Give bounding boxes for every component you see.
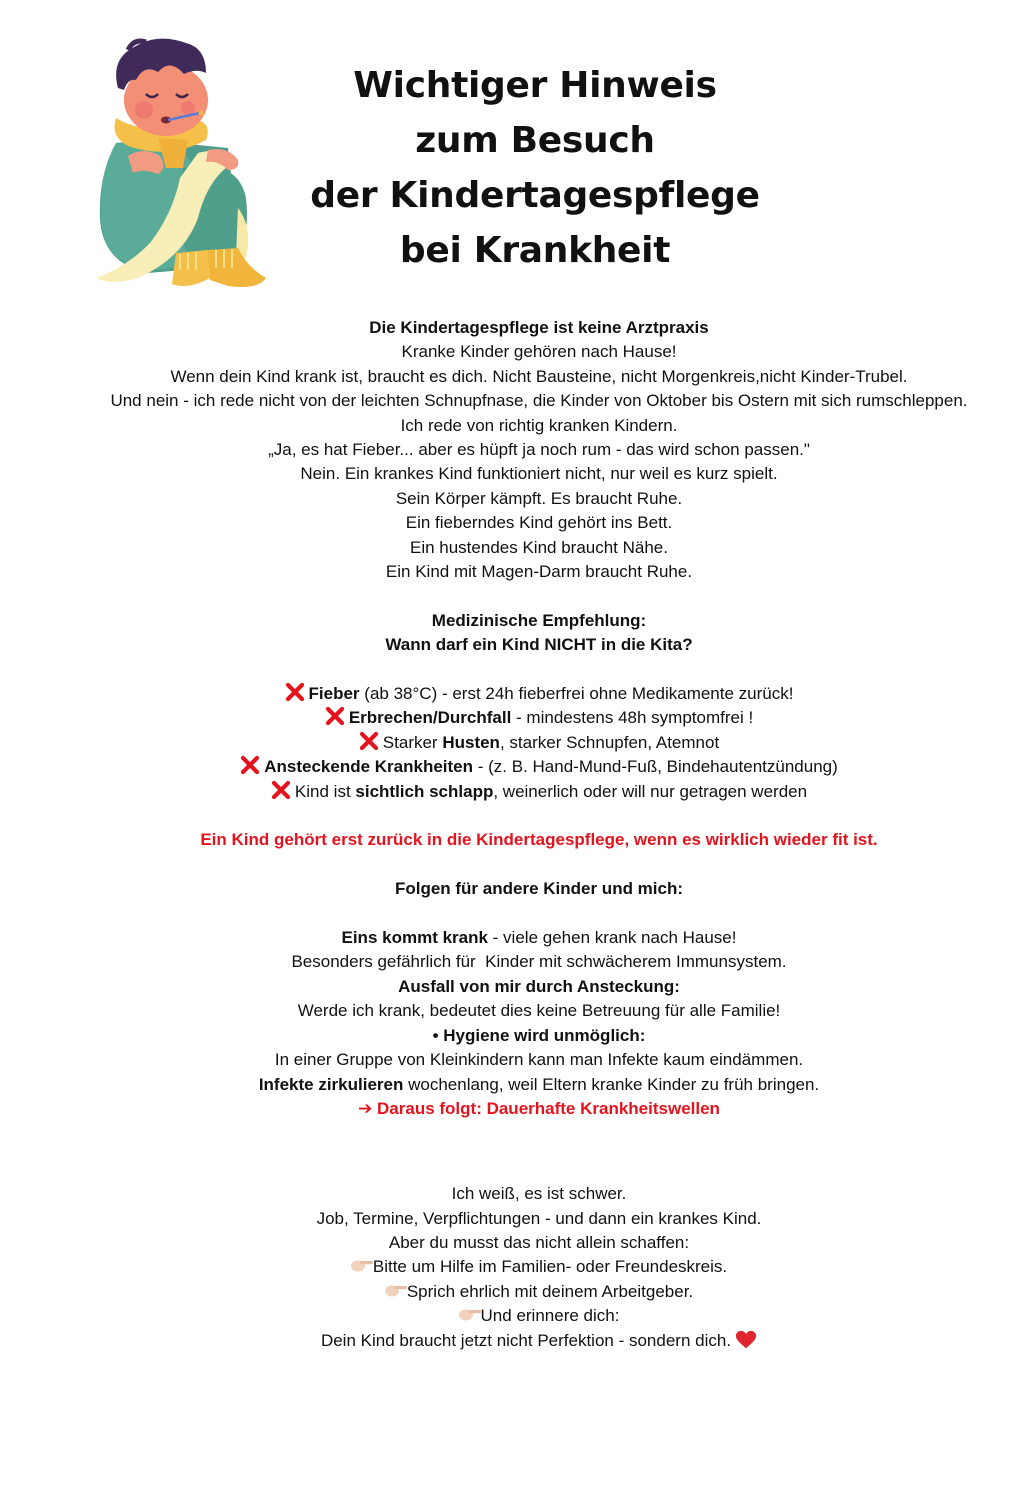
exclusion-item: [60, 706, 1018, 730]
intro-line: Wenn dein Kind krank ist, braucht es dich. Nicht Bausteine, nicht Morgenkreis,nicht Kinder-Trubel.: [170, 366, 908, 386]
sick-child-illustration: [88, 28, 278, 290]
consequence-line: Besonders gefährlich für Kinder mit schwächerem Immunsystem.: [291, 952, 787, 972]
tip-text: Sprich ehrlich mit deinem Arbeitgeber.: [406, 1281, 694, 1301]
closing-line: Job, Termine, Verpflichtungen - und dann ein krankes Kind.: [316, 1208, 762, 1228]
exclusion-item: [60, 780, 1018, 804]
pointing-hand-icon: [459, 1307, 481, 1321]
consequence-text: wochenlang, weil Eltern kranke Kinder zu früh bringen.: [403, 1074, 820, 1094]
tip-item: [60, 1280, 1018, 1304]
exclusion-text: (ab 38°C) - erst 24h fieberfrei ohne Medikamente zurück!: [359, 684, 794, 704]
return-conclusion: Ein Kind gehört erst zurück in die Kindertagespflege, wenn es wirklich wieder fit ist.: [200, 830, 878, 850]
intro-line: „Ja, es hat Fieber... aber es hüpft ja noch rum - das wird schon passen.": [268, 440, 810, 460]
title-line-3: der Kindertagespflege: [310, 175, 760, 216]
closing-line: Ich weiß, es ist schwer.: [451, 1184, 627, 1204]
exclusion-keyword: Erbrechen/Durchfall: [348, 708, 512, 728]
exclusion-text: - (z. B. Hand-Mund-Fuß, Bindehautentzündung): [473, 757, 838, 777]
closing-line: Aber du musst das nicht allein schaffen:: [388, 1232, 690, 1252]
medical-heading: Medizinische Empfehlung:: [431, 610, 647, 630]
exclusion-keyword: sichtlich schlapp: [355, 781, 494, 801]
exclusion-item: [60, 682, 1018, 706]
intro-heading: Die Kindertagespflege ist keine Arztpraxis: [369, 318, 709, 337]
intro-line: Sein Körper kämpft. Es braucht Ruhe.: [395, 488, 683, 508]
consequence-line: [60, 1073, 1018, 1097]
intro-line: Ein hustendes Kind braucht Nähe.: [409, 537, 668, 557]
exclusion-text: - mindestens 48h symptomfrei !: [511, 708, 754, 728]
intro-line: Nein. Ein krankes Kind funktioniert nicht, nur weil es kurz spielt.: [300, 464, 778, 484]
exclusion-keyword: Ansteckende Krankheiten: [264, 757, 474, 777]
tip-text: Bitte um Hilfe im Familien- oder Freundeskreis.: [372, 1257, 728, 1277]
medical-subheading: Wann darf ein Kind NICHT in die Kita?: [385, 635, 693, 655]
tip-item: [60, 1255, 1018, 1279]
exclusion-list: [60, 682, 1018, 804]
consequence-line: [60, 926, 1018, 950]
cross-mark-icon: [240, 755, 260, 775]
tip-item: [60, 1304, 1018, 1328]
consequence-bold: Infekte zirkulieren: [258, 1074, 404, 1094]
page-title: [300, 58, 770, 278]
intro-line: Und nein - ich rede nicht von der leichten Schnupfnase, die Kinder von Oktober bis Ostern mit sich rumschleppen.: [110, 391, 968, 411]
heart-icon: [735, 1329, 757, 1351]
consequence-subheading: • Hygiene wird unmöglich:: [432, 1025, 646, 1045]
cross-mark-icon: [285, 682, 305, 702]
exclusion-text: Starker: [382, 732, 443, 752]
closing-final-text: Dein Kind braucht jetzt nicht Perfektion - sondern dich.: [320, 1330, 732, 1350]
pointing-hand-icon: [385, 1283, 407, 1297]
tips-list: [60, 1255, 1018, 1328]
exclusion-keyword: Husten: [442, 732, 500, 752]
cross-mark-icon: [271, 780, 291, 800]
consequence-text: - viele gehen krank nach Hause!: [487, 928, 737, 948]
intro-line: Ein fieberndes Kind gehört ins Bett.: [405, 513, 673, 533]
exclusion-item: [60, 731, 1018, 755]
pointing-hand-icon: [351, 1258, 373, 1272]
intro-line: Ein Kind mit Magen-Darm braucht Ruhe.: [385, 562, 693, 582]
exclusion-keyword: Fieber: [308, 684, 360, 704]
consequence-result: ➔ Daraus folgt: Dauerhafte Krankheitswellen: [358, 1098, 720, 1118]
consequence-bold: Eins kommt krank: [341, 928, 488, 948]
cross-mark-icon: [359, 731, 379, 751]
exclusion-text: , starker Schnupfen, Atemnot: [499, 732, 720, 752]
title-line-1: Wichtiger Hinweis: [353, 65, 717, 106]
cross-mark-icon: [325, 706, 345, 726]
consequence-line: Werde ich krank, bedeutet dies keine Betreuung für alle Familie!: [297, 1001, 781, 1021]
sick-child-icon: [88, 28, 278, 290]
title-line-4: bei Krankheit: [399, 230, 671, 271]
closing-final: [60, 1329, 1018, 1353]
consequence-line: In einer Gruppe von Kleinkindern kann man Infekte kaum eindämmen.: [274, 1050, 804, 1070]
exclusion-text: , weinerlich oder will nur getragen werden: [493, 781, 808, 801]
intro-line: Kranke Kinder gehören nach Hause!: [401, 342, 677, 362]
exclusion-text: Kind ist: [294, 781, 356, 801]
exclusion-item: [60, 755, 1018, 779]
intro-line: Ich rede von richtig kranken Kindern.: [400, 415, 678, 435]
notice-body: [60, 316, 1018, 1353]
consequence-subheading: Ausfall von mir durch Ansteckung:: [398, 976, 680, 996]
consequences-heading: Folgen für andere Kinder und mich:: [394, 879, 684, 899]
title-line-2: zum Besuch: [415, 120, 655, 161]
tip-text: Und erinnere dich:: [480, 1306, 620, 1326]
